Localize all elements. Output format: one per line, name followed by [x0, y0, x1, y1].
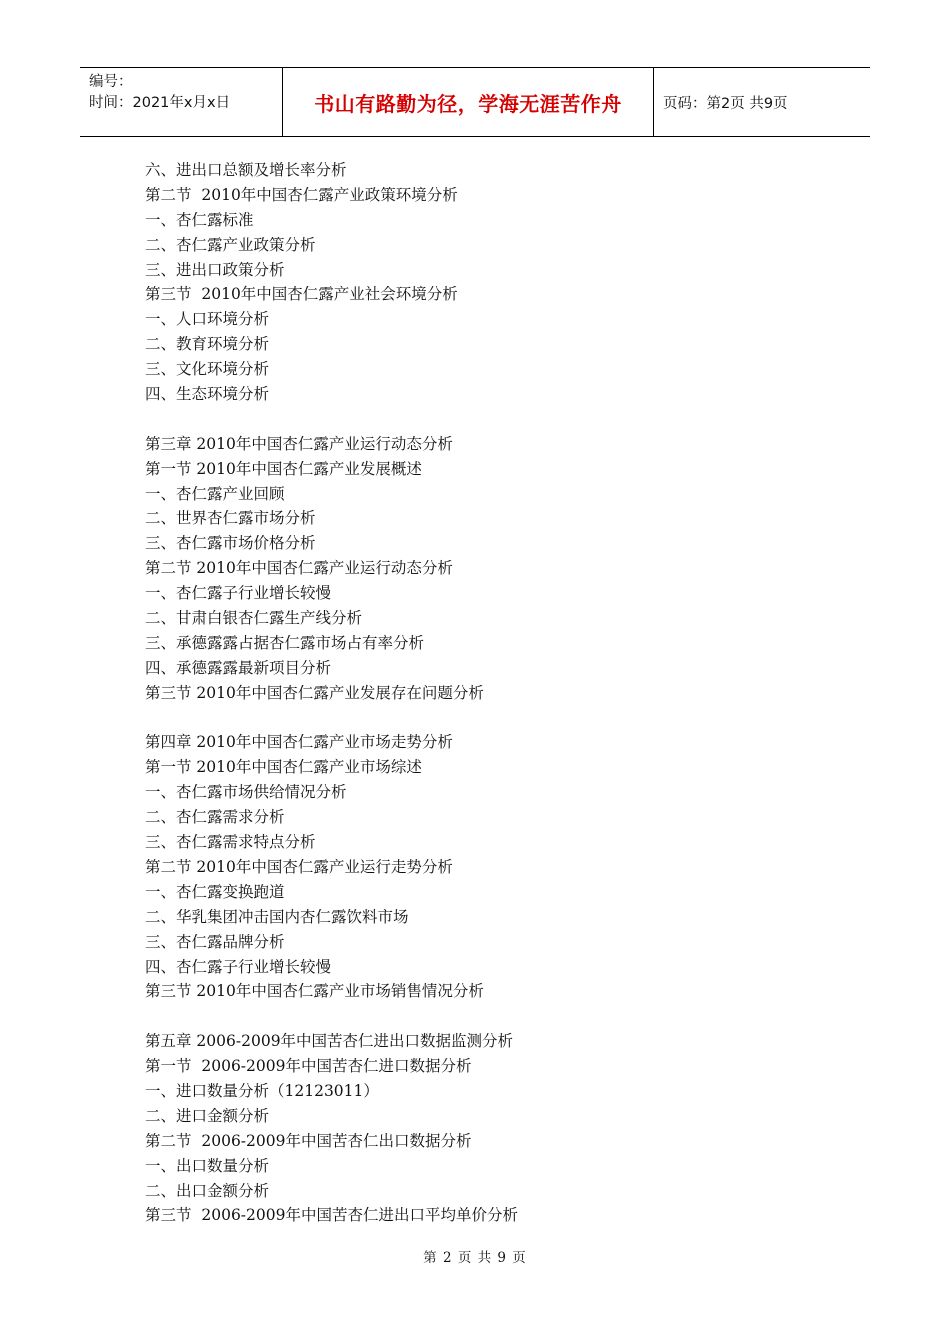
toc-line: 一、杏仁露标准	[145, 210, 254, 229]
blank-line	[145, 1004, 845, 1029]
toc-line: 第五章 2006-2009年中国苦杏仁进出口数据监测分析	[145, 1032, 514, 1051]
toc-line: 二、杏仁露产业政策分析	[145, 235, 316, 254]
toc-line: 一、出口数量分析	[145, 1156, 270, 1175]
table-of-contents	[145, 158, 845, 1228]
toc-line: 第三节 2006-2009年中国苦杏仁进出口平均单价分析	[145, 1206, 518, 1225]
toc-line: 二、杏仁露需求分析	[145, 808, 285, 827]
toc-line: 第四章 2010年中国杏仁露产业市场走势分析	[145, 733, 453, 752]
toc-line: 一、杏仁露产业回顾	[145, 484, 285, 503]
toc-line: 三、杏仁露需求特点分析	[145, 833, 316, 852]
toc-line: 第三节 2010年中国杏仁露产业市场销售情况分析	[145, 982, 484, 1001]
toc-line: 四、杏仁露子行业增长较慢	[145, 957, 332, 976]
toc-line: 三、杏仁露品牌分析	[145, 932, 285, 951]
toc-line: 一、进口数量分析（12123011）	[145, 1081, 379, 1100]
toc-line: 四、承德露露最新项目分析	[145, 658, 332, 677]
header-info	[80, 68, 282, 136]
toc-line: 二、华乳集团冲击国内杏仁露饮料市场	[145, 907, 409, 926]
toc-line: 第二节 2010年中国杏仁露产业运行走势分析	[145, 857, 453, 876]
page-header	[80, 67, 870, 137]
toc-line: 一、杏仁露子行业增长较慢	[145, 584, 332, 603]
toc-line: 四、生态环境分析	[145, 385, 270, 404]
toc-line: 第二节 2006-2009年中国苦杏仁出口数据分析	[145, 1131, 472, 1150]
page-number-label: 页码：第2页 共9页	[663, 95, 788, 112]
date-label: 时间：2021年x月x日	[89, 95, 231, 111]
toc-line: 一、杏仁露变换跑道	[145, 882, 285, 901]
toc-line: 第三节 2010年中国杏仁露产业社会环境分析	[145, 285, 458, 304]
toc-line: 第一节 2006-2009年中国苦杏仁进口数据分析	[145, 1057, 472, 1076]
toc-line: 三、进出口政策分析	[145, 260, 285, 279]
toc-line: 三、文化环境分析	[145, 360, 270, 379]
toc-line: 第一节 2010年中国杏仁露产业发展概述	[145, 459, 422, 478]
toc-line: 第二节 2010年中国杏仁露产业政策环境分析	[145, 185, 458, 204]
serial-number-label: 编号：	[89, 74, 133, 90]
toc-line: 二、进口金额分析	[145, 1106, 270, 1125]
toc-line: 三、承德露露占据杏仁露市场占有率分析	[145, 633, 425, 652]
toc-line: 一、人口环境分析	[145, 310, 270, 329]
toc-line: 第三章 2010年中国杏仁露产业运行动态分析	[145, 434, 453, 453]
blank-line	[145, 706, 845, 731]
header-page-number	[654, 68, 870, 136]
toc-line: 二、出口金额分析	[145, 1181, 270, 1200]
header-motto: 书山有路勤为径，学海无涯苦作舟	[282, 68, 654, 136]
toc-line: 六、进出口总额及增长率分析	[145, 161, 347, 179]
toc-line: 二、甘肃白银杏仁露生产线分析	[145, 609, 363, 628]
page-footer: 第 2 页 共 9 页	[423, 1250, 527, 1266]
toc-line: 一、杏仁露市场供给情况分析	[145, 783, 347, 802]
toc-line: 第一节 2010年中国杏仁露产业市场综述	[145, 758, 422, 777]
blank-line	[145, 407, 845, 432]
toc-line: 第三节 2010年中国杏仁露产业发展存在问题分析	[145, 683, 484, 702]
toc-line: 第二节 2010年中国杏仁露产业运行动态分析	[145, 559, 453, 578]
toc-line: 三、杏仁露市场价格分析	[145, 534, 316, 553]
toc-line: 二、世界杏仁露市场分析	[145, 509, 316, 528]
toc-line: 二、教育环境分析	[145, 335, 270, 354]
